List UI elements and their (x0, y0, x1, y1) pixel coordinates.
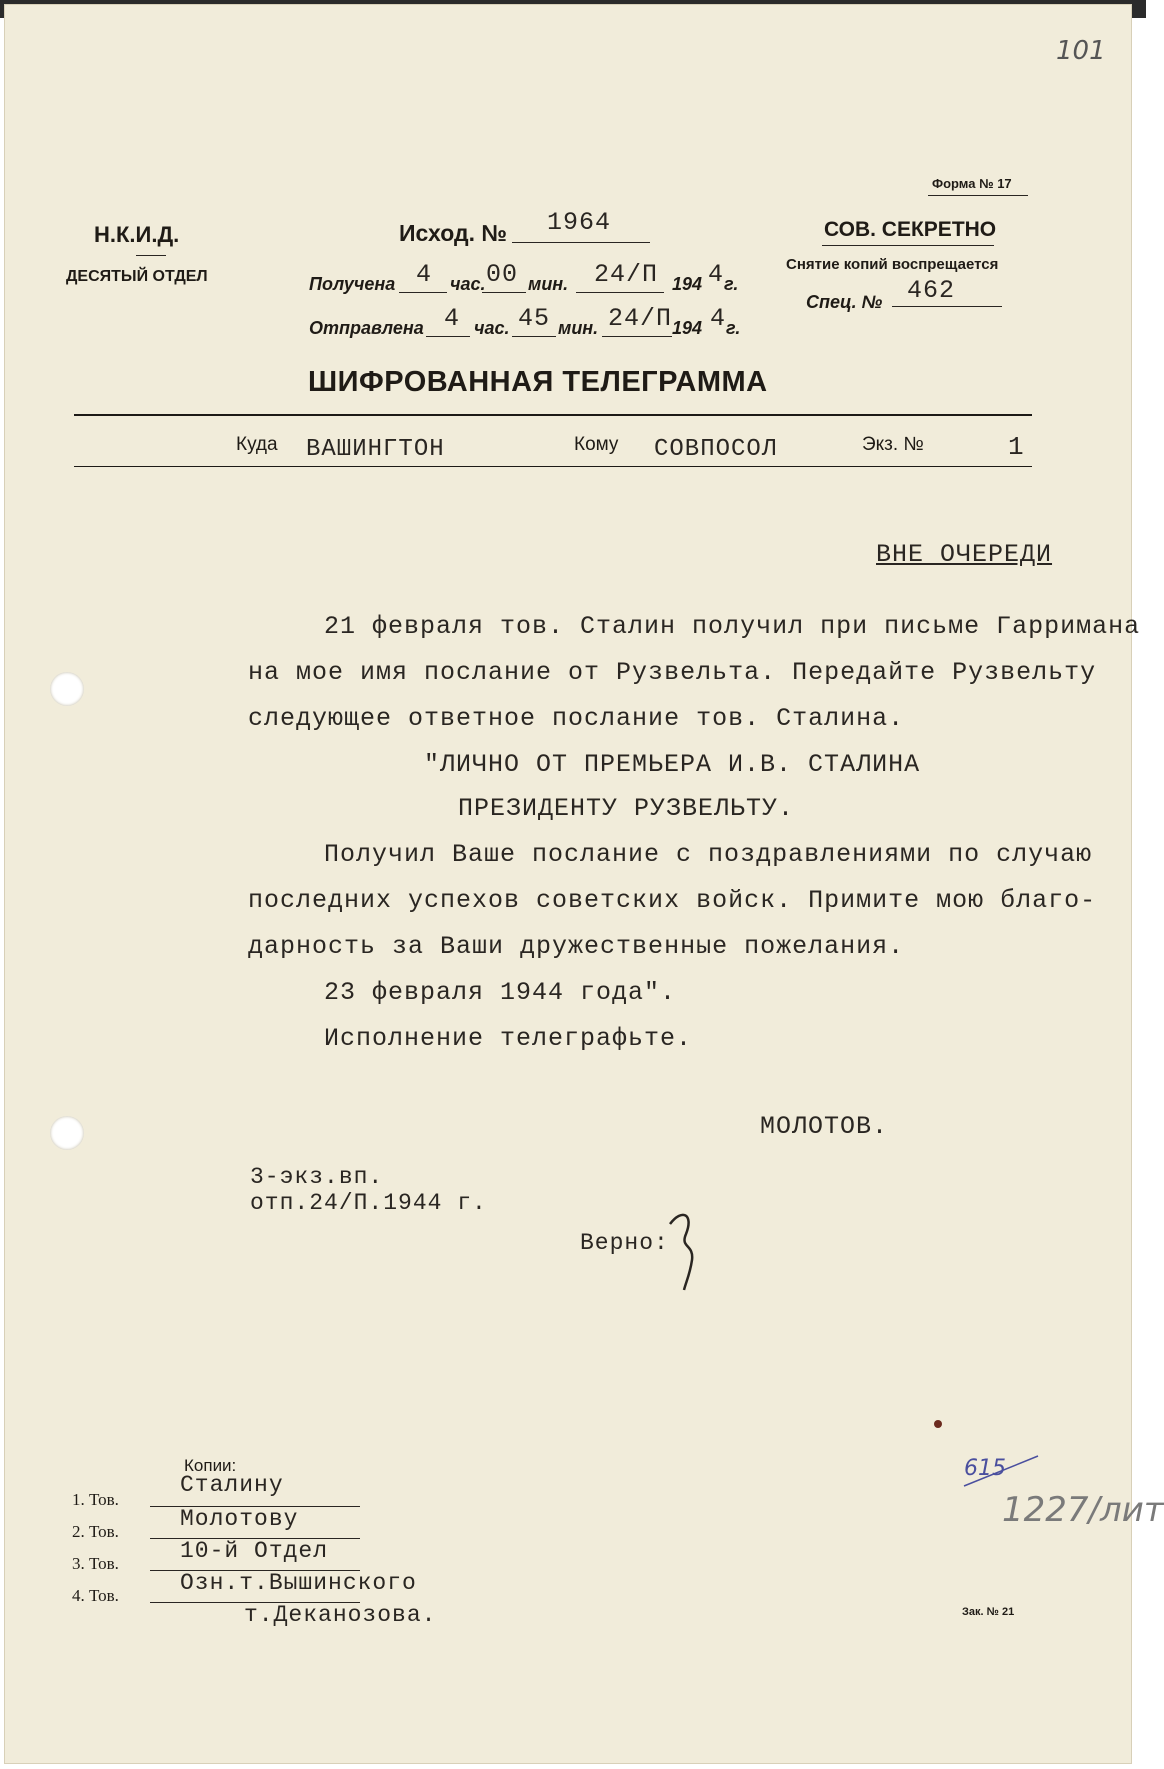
verified-signature-mark (664, 1204, 704, 1294)
dispatch-note: отп.24/П.1944 г. (250, 1190, 487, 1216)
outgoing-number: 1964 (547, 208, 612, 237)
org-name: Н.К.И.Д. (94, 222, 180, 247)
outgoing-label: Исход. № (399, 220, 508, 246)
sent-date: 24/П (608, 304, 673, 333)
handwritten-archive-number: 1227/лит (1002, 1490, 1164, 1530)
spec-number: 462 (907, 276, 956, 305)
body-line: Исполнение телеграфьте. (324, 1024, 693, 1053)
copy-num: 2. Тов. (72, 1522, 119, 1541)
received-year-prefix: 194 (672, 274, 703, 294)
to-label: Куда (236, 434, 278, 455)
copy-prohibited: Снятие копий воспрещается (786, 256, 999, 273)
blue-slash-mark (962, 1454, 1042, 1490)
copy-label: Экз. № (862, 434, 924, 455)
sent-minutes-label: мин. (558, 318, 599, 338)
routing-rule (74, 466, 1032, 467)
priority-stamp: ВНЕ ОЧЕРЕДИ (876, 540, 1053, 569)
whom-label: Кому (574, 434, 619, 455)
copy-recipient: Молотову (180, 1506, 299, 1532)
received-minutes-label: мин. (528, 274, 569, 294)
order-number: Зак. № 21 (962, 1606, 1015, 1618)
body-line: "ЛИЧНО ОТ ПРЕМЬЕРА И.В. СТАЛИНА (424, 750, 921, 779)
department-name: ДЕСЯТЫЙ ОТДЕЛ (66, 268, 208, 285)
document-page (4, 4, 1164, 1764)
sent-g: г. (726, 318, 741, 338)
copy-num: 3. Тов. (72, 1554, 119, 1573)
body-line: последних успехов советских войск. Примите мою благо- (248, 886, 1097, 915)
received-year-suffix: 4 (708, 260, 725, 289)
body-line: 23 февраля 1944 года". (324, 978, 677, 1007)
signature-molotov: МОЛОТОВ. (760, 1112, 889, 1141)
archive-page-number: 101 (1056, 36, 1106, 66)
document-title: ШИФРОВАННАЯ ТЕЛЕГРАММА (308, 366, 768, 398)
spec-label: Спец. № (806, 292, 883, 312)
body-line: на мое имя послание от Рузвельта. Передайте Рузвельту (248, 658, 1097, 687)
to-value: ВАШИНГТОН (306, 436, 445, 463)
copies-note: 3-экз.вп. (250, 1164, 384, 1190)
sent-hours: 4 (444, 304, 461, 333)
copies-label: Копии: (184, 1456, 237, 1475)
ink-stain (934, 1420, 942, 1428)
copy-recipient: Сталину (180, 1472, 284, 1498)
body-line: следующее ответное послание тов. Сталина. (248, 704, 905, 733)
punch-hole (50, 1116, 84, 1150)
body-line: дарность за Ваши дружественные пожелания. (248, 932, 905, 961)
sent-hours-label: час. (474, 318, 510, 338)
received-g: г. (724, 274, 739, 294)
whom-value: СОВПОСОЛ (654, 436, 778, 463)
received-label: Получена (309, 274, 396, 294)
copy-recipient: Озн.т.Вышинского (180, 1570, 417, 1596)
form-label: Форма № 17 (932, 176, 1012, 191)
sent-year-suffix: 4 (710, 304, 727, 333)
sent-year-prefix: 194 (672, 318, 703, 338)
received-date: 24/П (594, 260, 659, 289)
copy-num: 1. Тов. (72, 1490, 119, 1509)
copy-recipient: 10-й Отдел (180, 1538, 329, 1564)
secrecy-stamp: СОВ. СЕКРЕТНО (824, 218, 997, 241)
received-hours: 4 (416, 260, 433, 289)
verified-label: Верно: (580, 1230, 669, 1256)
body-line: ПРЕЗИДЕНТУ РУЗВЕЛЬТУ. (458, 794, 795, 823)
copy-value: 1 (1008, 432, 1025, 462)
received-minutes: 00 (486, 260, 519, 289)
body-line: Получил Ваше послание с поздравлениями по случаю (324, 840, 1093, 869)
received-hours-label: час. (450, 274, 486, 294)
punch-hole (50, 672, 84, 706)
sent-minutes: 45 (518, 304, 551, 333)
handwritten-note-blue: 615 (964, 1456, 1006, 1481)
copy-num: 4. Тов. (72, 1586, 119, 1605)
copy-recipient-extra: т.Деканозова. (244, 1602, 437, 1628)
sent-label: Отправлена (309, 318, 424, 338)
title-rule (74, 414, 1032, 416)
body-line: 21 февраля тов. Сталин получил при письме Гарримана (324, 612, 1141, 641)
